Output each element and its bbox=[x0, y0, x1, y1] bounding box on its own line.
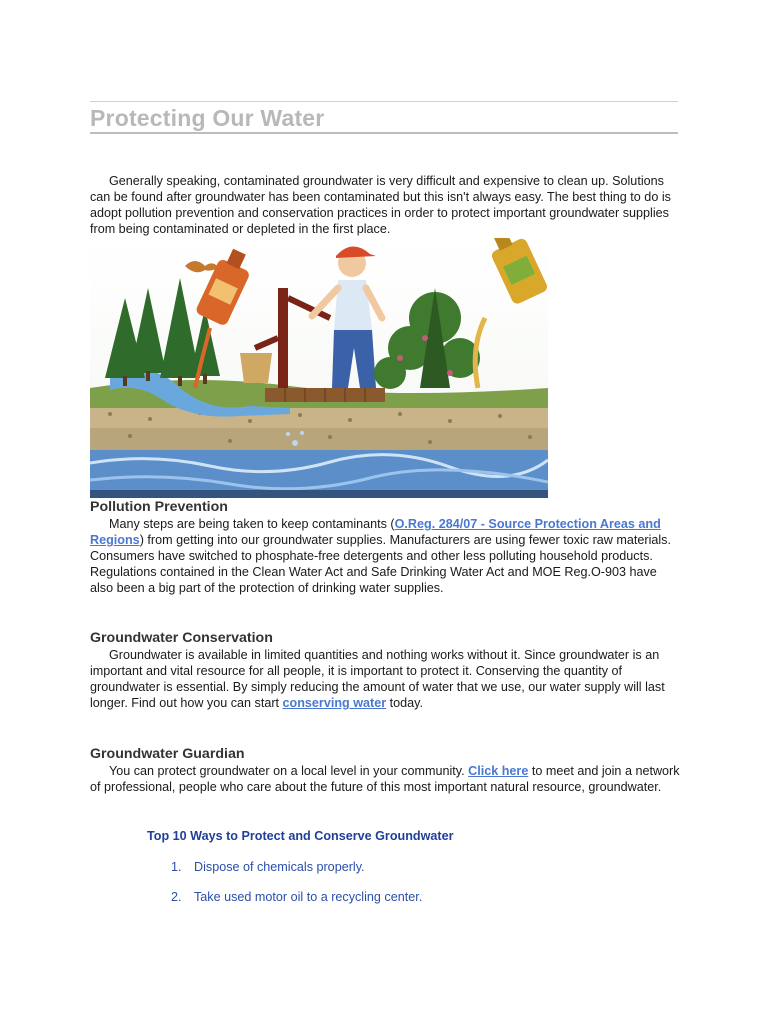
pollution-heading: Pollution Prevention bbox=[90, 499, 228, 515]
intro-paragraph: Generally speaking, contaminated groundwater is very difficult and expensive to clean up. Solutions can be found after groundwater has been contaminated but this isn't always easy. The best thing to do is adopt pollution prevention and conservation practices in order to protect important groundwater supplies from being contaminated or depleted in the first place. bbox=[90, 174, 671, 236]
list-item: 2. Take used motor oil to a recycling center. bbox=[171, 890, 423, 904]
top10-heading: Top 10 Ways to Protect and Conserve Groundwater bbox=[147, 829, 454, 843]
guardian-heading: Groundwater Guardian bbox=[90, 746, 245, 762]
click-here-link[interactable]: Click here bbox=[468, 764, 529, 778]
title-rule bbox=[90, 101, 678, 134]
groundwater-illustration bbox=[90, 238, 548, 498]
source-protection-link[interactable]: O.Reg. 284/07 - Source Protection Areas and Regions bbox=[90, 517, 661, 547]
guardian-paragraph: You can protect groundwater on a local level in your community. Click here to meet and join a network of professional, people who care about the future of this most important natural resource, groundwater. bbox=[90, 764, 680, 794]
page-title: Protecting Our Water bbox=[90, 105, 325, 131]
conserving-water-link[interactable]: conserving water bbox=[282, 696, 387, 710]
conservation-heading: Groundwater Conservation bbox=[90, 630, 273, 646]
pollution-paragraph: Many steps are being taken to keep contaminants (O.Reg. 284/07 - Source Protection Areas and Regions) from getting into our groundwater supplies. Manufacturers are using fewer toxic raw materials. Consumers have switched to phosphate-free detergents and other less polluting household products. Regulations contained in the Clean Water Act and Safe Drinking Water Act and MOE Reg.O-903 have also been a big part of the protection of drinking water supplies. bbox=[90, 517, 671, 595]
list-item: 1. Dispose of chemicals properly. bbox=[171, 860, 365, 874]
conservation-paragraph: Groundwater is available in limited quantities and nothing works without it. Since groundwater is an important and vital resource for all people, it is important to protect it. Conserving the quantity of groundwater is essential. By simply reducing the amount of water that we use, our water supply will last longer. Find out how you can start conserving water today. bbox=[90, 648, 665, 710]
